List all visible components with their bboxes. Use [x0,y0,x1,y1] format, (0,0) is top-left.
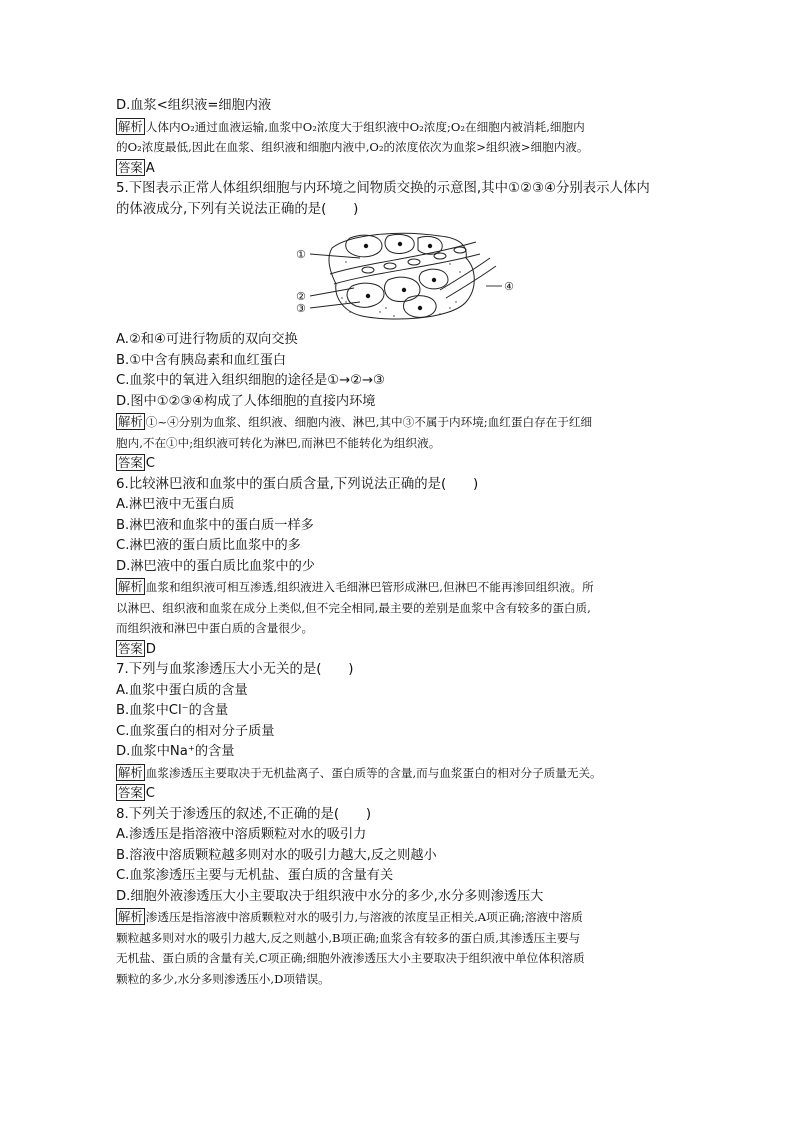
q5-option-c: C.血浆中的氧进入组织细胞的途径是①→②→③ [116,373,385,388]
analysis-tag: 解析 [118,118,143,134]
q7-option-d: D.血浆中Na⁺的含量 [116,744,235,759]
label-2: ② [296,290,306,303]
q7-analysis-text-1: 血浆渗透压主要取决于无机盐离子、蛋白质等的含量,而与血浆蛋白的相对分子质量无关。 [145,765,602,780]
q6-analysis-text-2: 以淋巴、组织液和血浆在成分上类似,但不完全相同,最主要的差别是血浆中含有较多的蛋白质, [116,600,591,615]
q5-answer [116,453,696,475]
q6-analysis [116,577,696,598]
q6-option-b: B.淋巴液和血浆中的蛋白质一样多 [116,517,314,533]
q6-answer-value: D [145,641,156,657]
document-page [116,96,696,989]
q5-stem-2: 的体液成分,下列有关说法正确的是( ) [116,201,359,217]
analysis-tag: 解析 [118,579,143,594]
q4-answer-value: A [145,160,155,176]
q5-figure [116,228,696,324]
q6-option-d: D.淋巴液中的蛋白质比血浆中的少 [116,558,315,574]
q7-option-b: B.血浆中Cl⁻的含量 [116,703,229,718]
label-4: ④ [504,280,514,293]
analysis-tag: 解析 [118,764,143,780]
q8-analysis-text-4: 颗粒的多少,水分多则渗透压小,D项错误。 [116,971,330,986]
analysis-tag: 解析 [118,909,143,924]
q8-option-b: B.溶液中溶质颗粒越多则对水的吸引力越大,反之则越小 [116,847,437,863]
q4-option-d: D.血浆<组织液=细胞内液 [116,98,272,113]
q4-analysis-text-1: 人体内O₂通过血液运输,血浆中O₂浓度大于组织液中O₂浓度;O₂在细胞内被消耗,细胞内 [145,119,585,134]
q8-stem: 8.下列关于渗透压的叙述,不正确的是( ) [116,806,372,822]
label-1: ① [296,248,306,261]
q4-analysis-text-2: 的O₂浓度最低,因此在血浆、组织液和细胞内液中,O₂的浓度依次为血浆>组织液>细胞内液。 [116,140,589,154]
q5-option-a: A.②和④可进行物质的双向交换 [116,332,298,347]
q8-option-d: D.细胞外液渗透压大小主要取决于组织液中水分的多少,水分多则渗透压大 [116,888,544,904]
answer-tag: 答案 [118,455,143,470]
q5-option-d: D.图中①②③④构成了人体细胞的直接内环境 [116,393,376,409]
q7-answer [116,783,696,805]
q5-analysis-text-1: ①~④分别为血浆、组织液、细胞内液、淋巴,其中③不属于内环境;血红蛋白存在于红细 [145,415,593,429]
q6-option-a: A.淋巴液中无蛋白质 [116,497,235,512]
q7-option-c: C.血浆蛋白的相对分子质量 [116,723,275,739]
q6-option-c: C.淋巴液的蛋白质比血浆中的多 [116,538,301,553]
q5-analysis [116,412,696,433]
q4-answer [116,158,696,180]
q8-analysis-text-1: 渗透压是指溶液中溶质颗粒对水的吸引力,与溶液的浓度呈正相关,A项正确;溶液中溶质 [145,910,583,924]
q6-stem: 6.比较淋巴液和血浆中的蛋白质含量,下列说法正确的是( ) [116,476,479,492]
q7-analysis [116,763,696,784]
answer-tag: 答案 [118,159,143,175]
q7-stem: 7.下列与血浆渗透压大小无关的是( ) [116,662,354,677]
q8-analysis [116,907,696,928]
q5-stem-1: 5.下图表示正常人体组织细胞与内环境之间物质交换的示意图,其中①②③④分别表示人体内 [116,181,650,196]
q6-analysis-text-1: 血浆和组织液可相互渗透,组织液进入毛细淋巴管形成淋巴,但淋巴不能再渗回组织液。所 [145,580,594,594]
q5-answer-value: C [145,456,155,471]
q8-analysis-text-3: 无机盐、蛋白质的含量有关,C项正确;细胞外液渗透压大小主要取决于组织液中单位体积溶质 [116,951,585,965]
q7-answer-value: C [145,786,155,801]
label-3: ③ [296,302,306,315]
q8-option-c: C.血浆渗透压主要与无机盐、蛋白质的含量有关 [116,868,394,883]
q5-analysis-text-2: 胞内,不在①中;组织液可转化为淋巴,而淋巴不能转化为组织液。 [116,435,441,450]
q6-answer [116,639,696,661]
answer-tag: 答案 [118,785,143,800]
q7-option-a: A.血浆中蛋白质的含量 [116,682,248,698]
q6-analysis-text-3: 而组织液和淋巴中蛋白质的含量很少。 [116,621,314,635]
tissue-diagram [290,228,530,324]
q8-analysis-text-2: 颗粒越多则对水的吸引力越大,反之则越小,B项正确;血浆含有较多的蛋白质,其渗透压主要与 [116,930,581,945]
analysis-tag: 解析 [118,414,143,429]
answer-tag: 答案 [118,640,143,656]
q5-option-b: B.①中含有胰岛素和血红蛋白 [116,352,287,368]
q4-analysis [116,117,696,138]
q8-option-a: A.渗透压是指溶液中溶质颗粒对水的吸引力 [116,827,367,842]
